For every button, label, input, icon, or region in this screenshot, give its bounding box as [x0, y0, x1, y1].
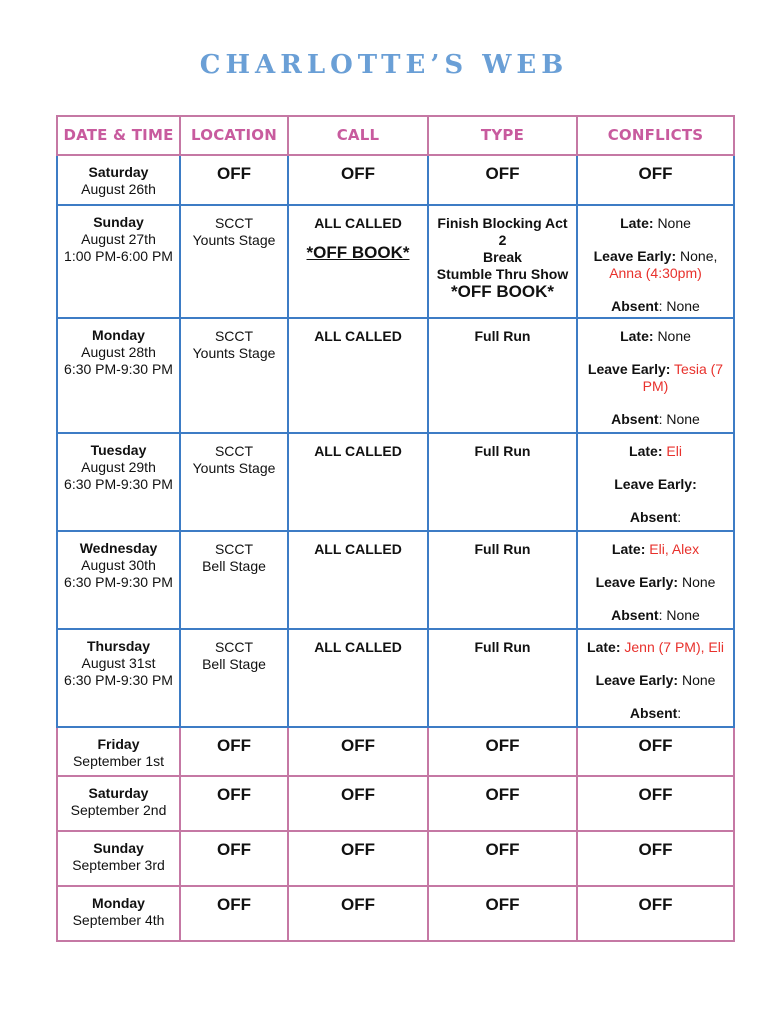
time-label: 6:30 PM-9:30 PM — [64, 574, 173, 590]
location-cell — [180, 531, 288, 629]
type-cell — [428, 205, 577, 318]
location-stage: Younts Stage — [192, 345, 276, 361]
day-label: Saturday — [88, 164, 149, 180]
date-label: August 26th — [81, 181, 156, 197]
date-cell — [57, 531, 180, 629]
table-row — [57, 155, 734, 205]
date-cell — [57, 629, 180, 727]
date-label: August 30th — [81, 557, 156, 573]
type-label: Full Run — [474, 541, 531, 557]
off-label: OFF — [485, 840, 520, 859]
off-label: OFF — [485, 164, 520, 183]
header-location: LOCATION — [180, 116, 288, 155]
day-label: Sunday — [93, 840, 144, 856]
leave-early-conflict: Leave Early: — [614, 476, 697, 492]
date-cell — [57, 205, 180, 318]
off-book-note: *OFF BOOK* — [306, 243, 410, 262]
rehearsal-schedule-table — [56, 115, 735, 942]
day-label: Monday — [92, 327, 145, 343]
call-cell — [288, 531, 428, 629]
off-label: OFF — [485, 785, 520, 804]
date-cell — [57, 155, 180, 205]
call-cell — [288, 629, 428, 727]
type-line: Finish Blocking Act — [437, 215, 568, 231]
day-label: Tuesday — [90, 442, 147, 458]
call-cell — [288, 155, 428, 205]
conflicts-cell — [577, 886, 734, 941]
date-label: August 29th — [81, 459, 156, 475]
location-cell — [180, 433, 288, 531]
type-cell — [428, 886, 577, 941]
late-conflict: Late: Eli, Alex — [611, 541, 700, 557]
call-cell — [288, 205, 428, 318]
off-label: OFF — [341, 164, 375, 183]
location-venue: SCCT — [214, 639, 254, 655]
leave-early-conflict: Leave Early: None — [595, 574, 716, 590]
off-label: OFF — [341, 785, 375, 804]
table-row — [57, 205, 734, 318]
off-label: OFF — [638, 736, 673, 755]
off-label: OFF — [217, 895, 251, 914]
off-label: OFF — [217, 736, 251, 755]
conflicts-cell — [577, 629, 734, 727]
call-cell — [288, 727, 428, 776]
off-label: OFF — [341, 736, 375, 755]
call-cell — [288, 776, 428, 831]
date-label: September 2nd — [70, 802, 167, 818]
day-label: Monday — [92, 895, 145, 911]
call-label: ALL CALLED — [314, 215, 402, 231]
location-venue: SCCT — [214, 328, 254, 344]
table-row — [57, 727, 734, 776]
off-book-note: *OFF BOOK* — [451, 282, 554, 301]
off-label: OFF — [638, 895, 673, 914]
day-label: Wednesday — [79, 540, 158, 556]
late-conflict: Late: None — [620, 215, 691, 231]
off-label: OFF — [485, 895, 520, 914]
absent-conflict: Absent: None — [611, 411, 700, 427]
type-label: Full Run — [474, 328, 531, 344]
location-venue: SCCT — [214, 541, 254, 557]
type-cell — [428, 155, 577, 205]
call-label: ALL CALLED — [314, 541, 402, 557]
off-label: OFF — [217, 840, 251, 859]
conflicts-cell — [577, 531, 734, 629]
table-row — [57, 629, 734, 727]
call-cell — [288, 433, 428, 531]
absent-conflict: Absent: — [629, 509, 682, 525]
type-cell — [428, 629, 577, 727]
location-cell — [180, 886, 288, 941]
type-label: Full Run — [474, 639, 531, 655]
table-row — [57, 831, 734, 886]
time-label: 6:30 PM-9:30 PM — [64, 672, 173, 688]
conflicts-cell — [577, 727, 734, 776]
off-label: OFF — [341, 840, 375, 859]
location-cell — [180, 318, 288, 433]
location-cell — [180, 629, 288, 727]
call-cell — [288, 886, 428, 941]
leave-early-conflict: Leave Early: None — [595, 672, 716, 688]
type-cell — [428, 531, 577, 629]
table-row — [57, 433, 734, 531]
date-cell — [57, 886, 180, 941]
off-label: OFF — [638, 840, 673, 859]
time-label: 6:30 PM-9:30 PM — [64, 476, 173, 492]
document-title: CHARLOTTE’S WEB — [199, 50, 569, 80]
date-cell — [57, 318, 180, 433]
date-cell — [57, 433, 180, 531]
off-label: OFF — [341, 895, 375, 914]
header-date-time: DATE & TIME — [57, 116, 180, 155]
location-venue: SCCT — [214, 443, 254, 459]
absent-conflict: Absent: None — [611, 607, 700, 623]
date-cell — [57, 831, 180, 886]
call-label: ALL CALLED — [314, 443, 402, 459]
off-label: OFF — [217, 785, 251, 804]
header-row — [57, 116, 734, 155]
conflicts-cell — [577, 155, 734, 205]
time-label: 6:30 PM-9:30 PM — [64, 361, 173, 377]
location-stage: Younts Stage — [192, 232, 276, 248]
late-conflict: Late: Jenn (7 PM), Eli — [587, 639, 724, 655]
absent-conflict: Absent: None — [611, 298, 700, 314]
table-row — [57, 318, 734, 433]
type-line: 2 — [498, 232, 507, 248]
location-cell — [180, 727, 288, 776]
late-conflict: Late: Eli — [629, 443, 682, 459]
off-label: OFF — [485, 736, 520, 755]
call-cell — [288, 831, 428, 886]
absent-conflict: Absent: — [629, 705, 682, 721]
day-label: Friday — [97, 736, 140, 752]
leave-early-conflict: Leave Early: None, Anna (4:30pm) — [593, 248, 718, 281]
location-cell — [180, 831, 288, 886]
day-label: Thursday — [86, 638, 150, 654]
type-label: Full Run — [474, 443, 531, 459]
location-stage: Bell Stage — [202, 656, 266, 672]
time-label: 1:00 PM-6:00 PM — [64, 248, 173, 264]
leave-early-conflict: Leave Early: Tesia (7 PM) — [587, 361, 724, 394]
date-label: September 1st — [72, 753, 165, 769]
call-label: ALL CALLED — [314, 328, 402, 344]
conflicts-cell — [577, 318, 734, 433]
header-call: CALL — [288, 116, 428, 155]
location-stage: Bell Stage — [202, 558, 266, 574]
off-label: OFF — [638, 785, 673, 804]
date-label: August 28th — [81, 344, 156, 360]
location-venue: SCCT — [214, 215, 254, 231]
type-cell — [428, 318, 577, 433]
date-label: September 4th — [72, 912, 165, 928]
header-type: TYPE — [428, 116, 577, 155]
late-conflict: Late: None — [620, 328, 691, 344]
call-label: ALL CALLED — [314, 639, 402, 655]
date-label: August 27th — [81, 231, 156, 247]
type-cell — [428, 776, 577, 831]
location-cell — [180, 155, 288, 205]
day-label: Saturday — [88, 785, 149, 801]
location-cell — [180, 205, 288, 318]
date-cell — [57, 727, 180, 776]
type-line: Stumble Thru Show — [436, 266, 569, 282]
table-row — [57, 886, 734, 941]
off-label: OFF — [217, 164, 251, 183]
type-line: Break — [483, 249, 522, 265]
day-label: Sunday — [93, 214, 144, 230]
location-cell — [180, 776, 288, 831]
conflicts-cell — [577, 831, 734, 886]
conflicts-cell — [577, 433, 734, 531]
header-conflicts: CONFLICTS — [577, 116, 734, 155]
date-cell — [57, 776, 180, 831]
call-cell — [288, 318, 428, 433]
type-cell — [428, 831, 577, 886]
off-label: OFF — [638, 164, 673, 183]
type-cell — [428, 727, 577, 776]
location-stage: Younts Stage — [192, 460, 276, 476]
conflicts-cell — [577, 205, 734, 318]
type-cell — [428, 433, 577, 531]
date-label: September 3rd — [72, 857, 165, 873]
conflicts-cell — [577, 776, 734, 831]
date-label: August 31st — [81, 655, 156, 671]
table-row — [57, 531, 734, 629]
table-row — [57, 776, 734, 831]
